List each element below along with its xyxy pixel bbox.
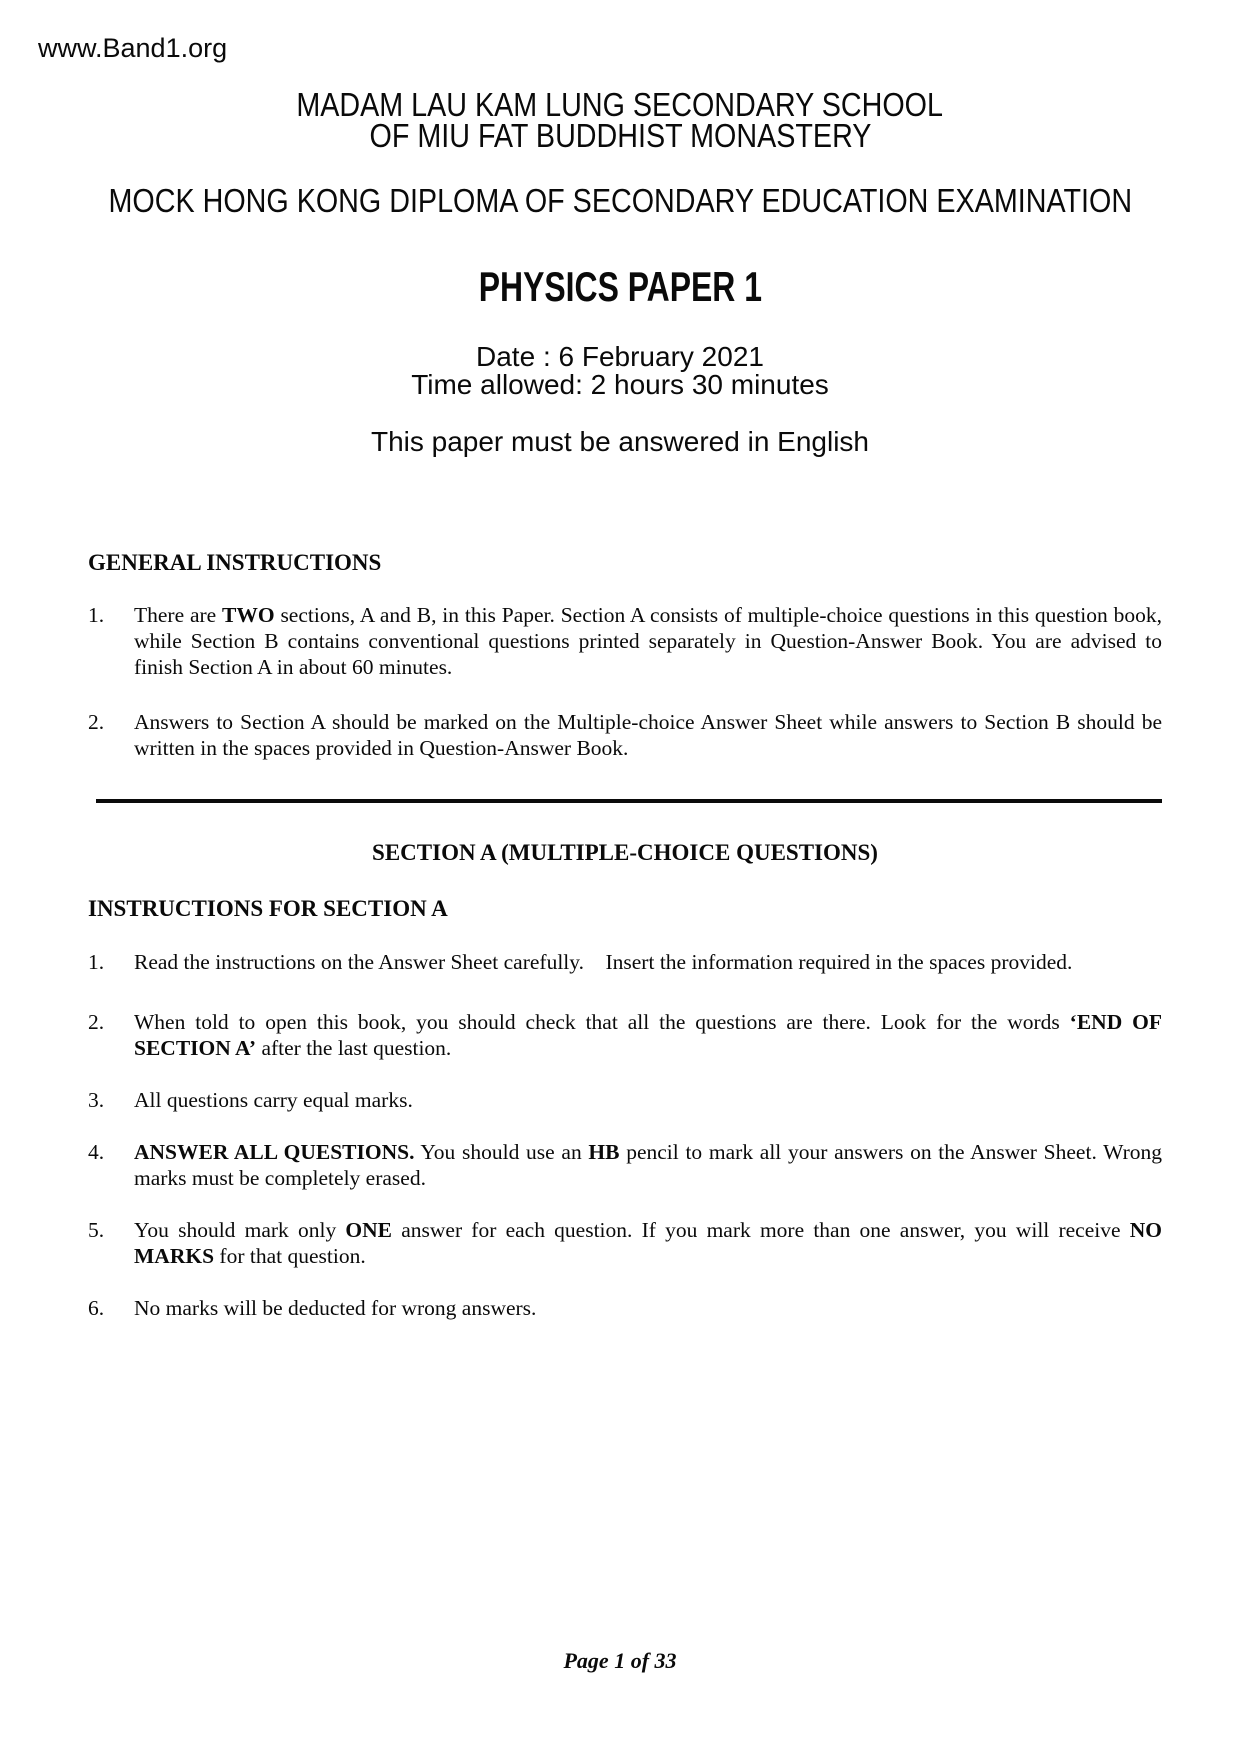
exam-date: Date : 6 February 2021 <box>476 341 764 372</box>
list-item-number: 4. <box>88 1140 105 1164</box>
paper-title <box>0 264 1240 310</box>
list-item-text: Read the instructions on the Answer Sheet carefully. Insert the information required in the spaces provided. <box>134 950 1073 974</box>
list-item-number: 6. <box>88 1296 105 1320</box>
page-footer: Page 1 of 33 <box>563 1648 677 1673</box>
section-a-instruction-item-2 <box>88 1009 1162 1061</box>
list-item-number: 5. <box>88 1218 105 1242</box>
paper-body <box>88 549 1162 1321</box>
general-instruction-item-2 <box>88 709 1162 761</box>
exam-series-title-text: MOCK HONG KONG DIPLOMA OF SECONDARY EDUCATION EXAMINATION <box>108 182 1132 219</box>
exam-series-title <box>0 182 1240 219</box>
paper-title-text: PHYSICS PAPER 1 <box>478 263 762 310</box>
general-instructions-heading: GENERAL INSTRUCTIONS <box>88 550 382 575</box>
school-name-line2 <box>0 117 1240 154</box>
exam-meta <box>0 343 1240 399</box>
list-item-text: All questions carry equal marks. <box>134 1088 413 1112</box>
list-item-number: 1. <box>88 603 105 627</box>
list-item-number: 1. <box>88 950 105 974</box>
section-a-heading: SECTION A (MULTIPLE-CHOICE QUESTIONS) <box>372 840 878 865</box>
list-item-text: Answers to Section A should be marked on the Multiple-choice Answer Sheet while answers to Section B should be written in the spaces provided in Question-Answer Book. <box>134 710 1162 760</box>
school-name-line1 <box>0 86 1240 123</box>
list-item-number: 2. <box>88 1010 105 1034</box>
list-item-text: There are TWO sections, A and B, in this Paper. Section A consists of multiple-choice questions in this question book, while Section B contains conventional questions printed separately in Question-Answer Book. You are advised to finish Section A in about 60 minutes. <box>134 603 1162 679</box>
section-a-instructions-heading: INSTRUCTIONS FOR SECTION A <box>88 896 448 921</box>
section-divider-rule <box>96 799 1162 803</box>
section-a-instruction-item-6 <box>88 1295 1162 1321</box>
section-a-instruction-item-3 <box>88 1087 1162 1113</box>
paper-header <box>0 0 1240 456</box>
school-name-line1-text: MADAM LAU KAM LUNG SECONDARY SCHOOL <box>296 86 944 123</box>
section-a-instruction-item-4 <box>88 1139 1162 1191</box>
general-instructions-list <box>88 602 1162 761</box>
language-note: This paper must be answered in English <box>370 426 870 457</box>
section-a-instruction-item-1 <box>88 949 1162 975</box>
general-instruction-item-1 <box>88 602 1162 680</box>
website-watermark: www.Band1.org <box>38 33 228 63</box>
section-a-instructions-list <box>88 949 1162 1321</box>
school-name-line2-text: OF MIU FAT BUDDHIST MONASTERY <box>369 117 871 154</box>
list-item-text: No marks will be deducted for wrong answers. <box>134 1296 537 1320</box>
list-item-text: You should mark only ONE answer for each question. If you mark more than one answer, you will receive NO MARKS for that question. <box>134 1218 1162 1268</box>
list-item-text: ANSWER ALL QUESTIONS. You should use an HB pencil to mark all your answers on the Answer Sheet. Wrong marks must be completely erased. <box>134 1140 1162 1190</box>
list-item-number: 3. <box>88 1088 105 1112</box>
list-item-text: When told to open this book, you should check that all the questions are there. Look for the words ‘END OF SECTION A’ after the last question. <box>134 1010 1162 1060</box>
section-a-instruction-item-5 <box>88 1217 1162 1269</box>
list-item-number: 2. <box>88 710 105 734</box>
time-allowed: Time allowed: 2 hours 30 minutes <box>411 369 829 400</box>
